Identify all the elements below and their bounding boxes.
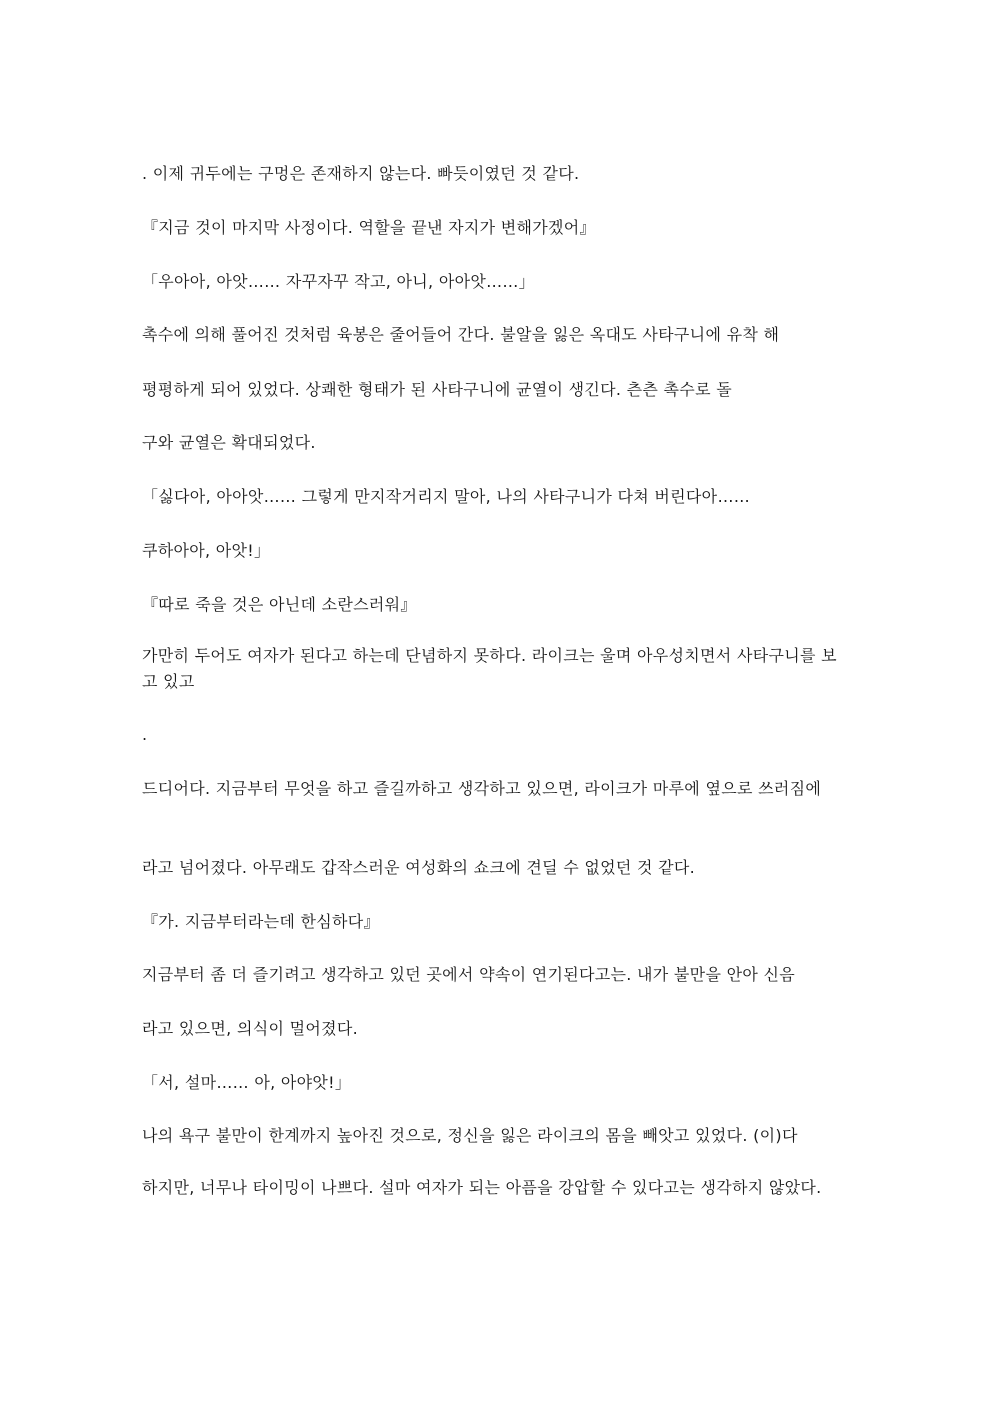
paragraph: 평평하게 되어 있었다. 상쾌한 형태가 된 사타구니에 균열이 생긴다. 츤츤 촉수로 돌 [142, 380, 732, 399]
paragraph: 쿠하아아, 아앗!」 [142, 541, 271, 560]
paragraph: 『가. 지금부터라는데 한심하다』 [142, 912, 380, 931]
paragraph: 지금부터 좀 더 즐기려고 생각하고 있던 곳에서 약속이 연기된다고는. 내가 불만을 안아 신음 [142, 965, 795, 984]
paragraph: 『지금 것이 마지막 사정이다. 역할을 끝낸 자지가 변해가겠어』 [142, 218, 596, 237]
paragraph: . [142, 725, 148, 744]
paragraph: 나의 욕구 불만이 한계까지 높아진 것으로, 정신을 잃은 라이크의 몸을 빼앗고 있었다. (이)다 [142, 1126, 798, 1145]
paragraph: 라고 넘어졌다. 아무래도 갑작스러운 여성화의 쇼크에 견딜 수 없었던 것 같다. [142, 858, 696, 877]
paragraph: . 이제 귀두에는 구멍은 존재하지 않는다. 빠듯이였던 것 같다. [142, 164, 580, 183]
paragraph: 『따로 죽을 것은 아닌데 소란스러워』 [142, 595, 417, 614]
paragraph: 드디어다. 지금부터 무엇을 하고 즐길까하고 생각하고 있으면, 라이크가 마루에 옆으로 쓰러짐에 [142, 779, 822, 798]
paragraph: 「싫다아, 아아앗…… 그렇게 만지작거리지 말아, 나의 사타구니가 다쳐 버린다아…… [142, 487, 751, 506]
paragraph: 하지만, 너무나 타이밍이 나쁘다. 설마 여자가 되는 아픔을 강압할 수 있다고는 생각하지 않았다. [142, 1178, 822, 1197]
paragraph: 「서, 설마…… 아, 아야앗!」 [142, 1073, 352, 1092]
paragraph: 가만히 두어도 여자가 된다고 하는데 단념하지 못하다. 라이크는 울며 아우성치면서 사타구니를 보고 있고 [142, 646, 837, 691]
paragraph: 「우아아, 아앗…… 자꾸자꾸 작고, 아니, 아아앗……」 [142, 272, 535, 291]
paragraph: 구와 균열은 확대되었다. [142, 433, 316, 452]
paragraph: 촉수에 의해 풀어진 것처럼 육봉은 줄어들어 간다. 불알을 잃은 옥대도 사타구니에 유착 해 [142, 325, 780, 344]
paragraph: 라고 있으면, 의식이 멀어졌다. [142, 1019, 359, 1038]
